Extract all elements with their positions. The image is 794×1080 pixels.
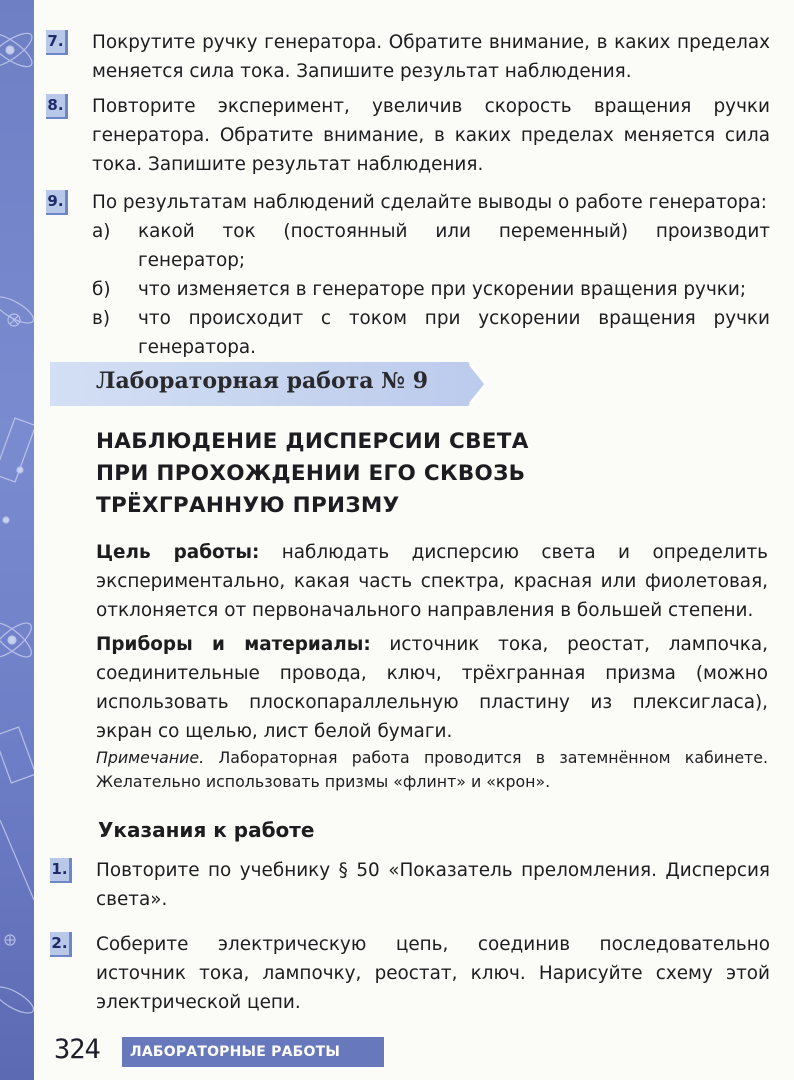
- task-number-badge: 7.: [46, 30, 68, 55]
- step-text: Соберите электрическую цепь, соединив последовательно источник тока, лампочку, реостат, ключ. Нарисуйте схему этой электрической цепи.: [96, 934, 770, 1013]
- task-text: Покрутите ручку генератора. Обратите внимание, в каких пределах меняется сила тока. Запишите результат наблюдения.: [92, 32, 770, 82]
- task-item-9: [46, 188, 770, 362]
- lab-banner-title: Лабораторная работа № 9: [96, 368, 429, 394]
- goal-label: Цель работы:: [96, 542, 260, 563]
- step-text: Повторите по учебнику § 50 «Показатель преломления. Дисперсия света».: [96, 860, 770, 910]
- goal-text: наблюдать дисперсию света и определить экспериментально, какая часть спектра, красная или фиолетовая, отклоняется от первоначального направления в большей степени.: [96, 542, 768, 621]
- step-number-badge: 2.: [50, 932, 72, 957]
- note-text: Лабораторная работа проводится в затемнённом кабинете. Желательно использовать призмы «флинт» и «крон».: [96, 748, 768, 791]
- footer-section-label: ЛАБОРАТОРНЫЕ РАБОТЫ: [122, 1037, 384, 1067]
- task-sublist: [92, 217, 770, 362]
- sublist-text: что изменяется в генераторе при ускорении вращения ручки;: [138, 279, 747, 300]
- goal-paragraph: [96, 538, 768, 625]
- lab-title-line: ПРИ ПРОХОЖДЕНИИ ЕГО СКВОЗЬ: [96, 461, 526, 486]
- atom-pattern-icon: [0, 0, 34, 1080]
- lab-title: [96, 426, 596, 522]
- lab-title-line: ТРЁХГРАННУЮ ПРИЗМУ: [96, 493, 400, 518]
- decorative-side-band: [0, 0, 34, 1080]
- step-number-badge: 1.: [50, 858, 72, 883]
- task-number-badge: 9.: [46, 190, 68, 215]
- page-footer: [36, 1032, 354, 1070]
- sublist-text: что происходит с током при ускорении вращения ручки генератора.: [138, 308, 770, 358]
- task-item-7: [46, 28, 770, 86]
- task-text: Повторите эксперимент, увеличив скорость вращения ручки генератора. Обратите внимание, в каких пределах меняется сила тока. Запишите результат наблюдения.: [92, 96, 770, 175]
- sublist-item: [92, 275, 770, 304]
- task-item-8: [46, 92, 770, 179]
- sublist-item: [92, 304, 770, 362]
- sublist-marker: а): [92, 221, 111, 242]
- instructions-heading: Указания к работе: [98, 818, 315, 842]
- note-label: Примечание.: [96, 748, 205, 767]
- materials-label: Приборы и материалы:: [96, 634, 371, 655]
- sublist-text: какой ток (постоянный или переменный) производит генератор;: [138, 221, 770, 271]
- task-number-badge: 8.: [46, 94, 68, 119]
- step-item-1: [50, 856, 770, 914]
- materials-paragraph: [96, 630, 768, 746]
- lab-title-line: НАБЛЮДЕНИЕ ДИСПЕРСИИ СВЕТА: [96, 429, 529, 454]
- sublist-marker: в): [92, 308, 111, 329]
- page-number: 324: [54, 1034, 100, 1065]
- note-paragraph: [96, 746, 768, 794]
- step-item-2: [50, 930, 770, 1017]
- sublist-item: [92, 217, 770, 275]
- lab-banner: [50, 360, 480, 408]
- task-text: По результатам наблюдений сделайте выводы о работе генератора:: [92, 192, 767, 213]
- sublist-marker: б): [92, 279, 111, 300]
- materials-text: источник тока, реостат, лампочка, соединительные провода, ключ, трёхгранная призма (можно использовать плоскопараллельную пластину из плексигласа), экран со щелью, лист белой бумаги.: [96, 634, 768, 742]
